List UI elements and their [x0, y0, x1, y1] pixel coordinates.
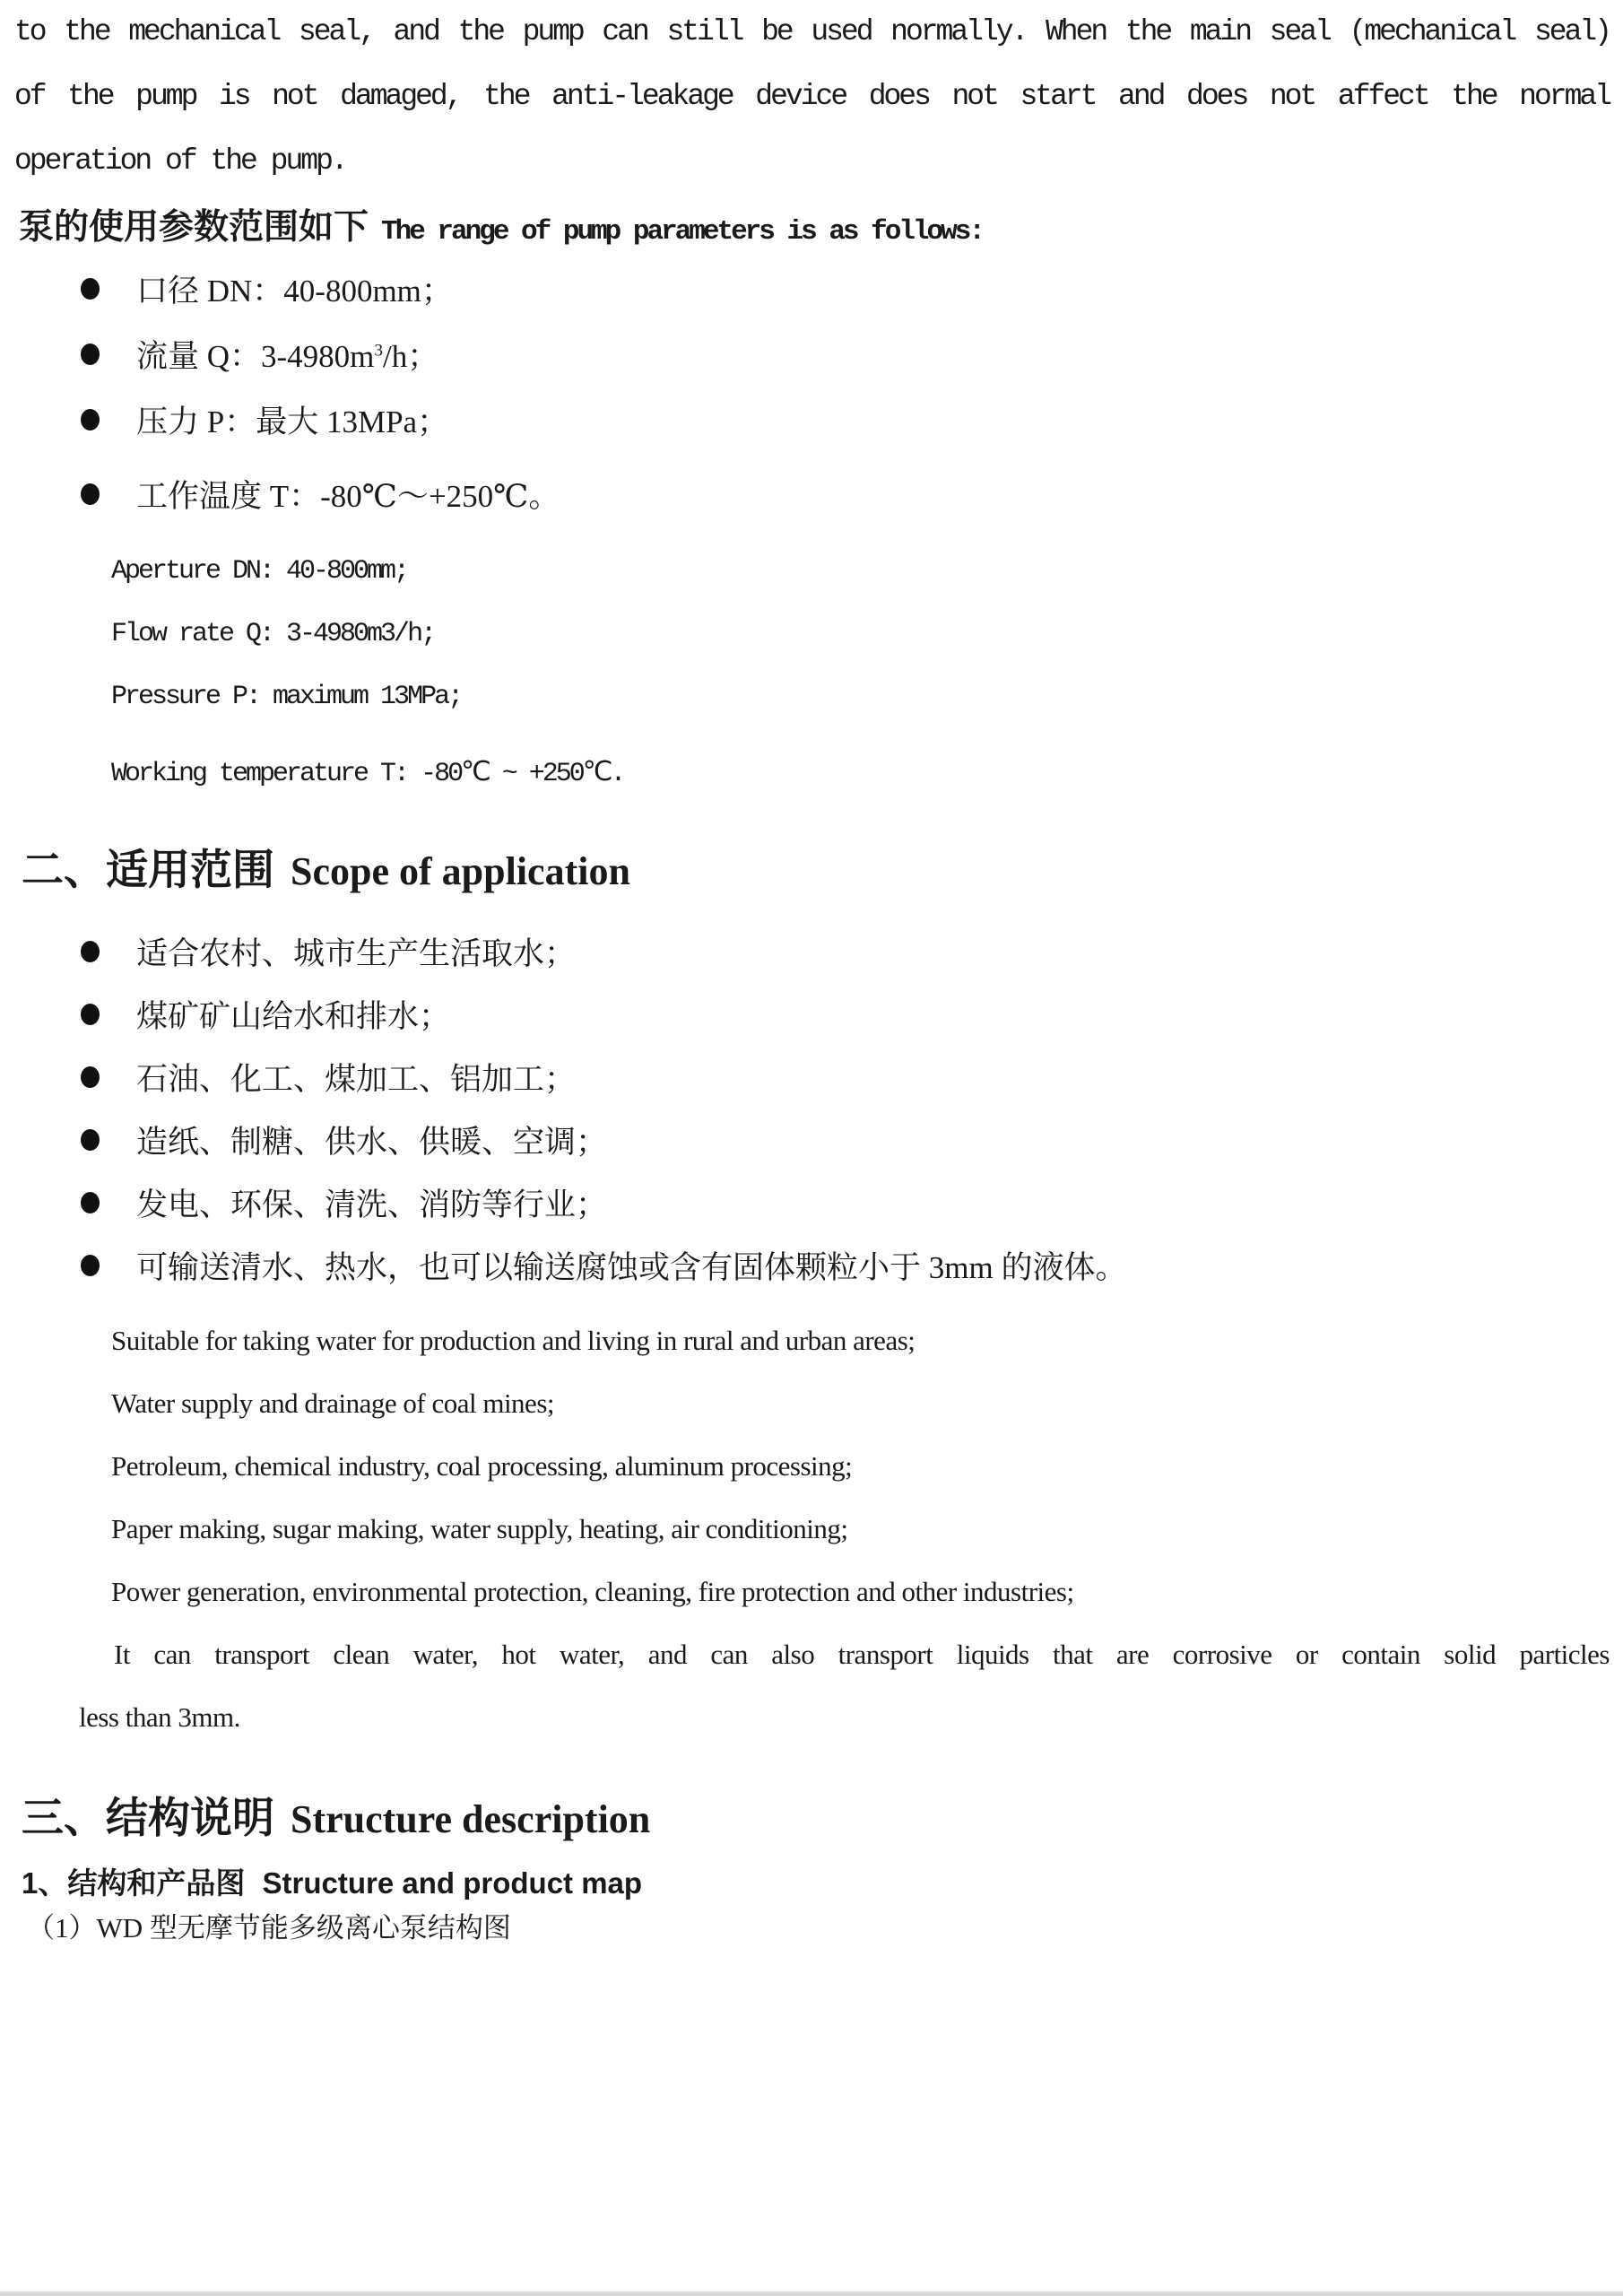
page-bottom-edge — [0, 2292, 1623, 2296]
list-item — [0, 1109, 1610, 1171]
scope-bullet-4: 造纸、制糖、供水、供暖、空调； — [136, 1125, 608, 1160]
bullet-icon — [81, 278, 100, 300]
bullet-icon — [81, 1066, 100, 1088]
bullet-icon — [81, 1255, 100, 1276]
parameters-heading — [19, 199, 983, 249]
list-item — [0, 461, 1610, 526]
list-item — [0, 387, 1610, 452]
parameters-english-block — [111, 540, 623, 805]
structure-section-heading — [22, 1785, 650, 1845]
parameters-heading-en: The range of pump parameters is as follows: — [381, 216, 983, 248]
bullet-icon — [81, 483, 100, 505]
scope-bullet-1: 适合农村、城市生产生活取水； — [136, 936, 577, 971]
parameter-bullet-2-tail: /h； — [383, 338, 439, 374]
bullet-icon — [81, 941, 100, 962]
list-item — [0, 256, 1610, 321]
parameter-bullet-3: 压力 P：最大 13MPa； — [136, 404, 449, 439]
structure-subheading-en: Structure and product map — [262, 1866, 643, 1900]
bullet-icon — [81, 1192, 100, 1213]
structure-subheading-zh: 1、结构和产品图 — [22, 1866, 246, 1900]
superscript: 3 — [374, 340, 384, 360]
bullet-icon — [81, 344, 100, 365]
list-item — [0, 983, 1610, 1046]
scope-heading-en: Scope of application — [291, 849, 630, 893]
parameters-heading-zh: 泵的使用参数范围如下 — [19, 208, 369, 247]
parameter-bullet-1: 口径 DN：40-800mm； — [136, 273, 453, 309]
figure-caption: （1）WD 型无摩节能多级离心泵结构图 — [27, 1912, 511, 1944]
parameter-en-line-1: Aperture DN: 40-800mm; — [111, 556, 408, 587]
parameter-en-line-2: Flow rate Q: 3-4980m3/h; — [111, 619, 435, 649]
scope-bullet-6: 可输送清水、热水，也可以输送腐蚀或含有固体颗粒小于 3mm 的液体。 — [136, 1250, 1127, 1285]
bullet-icon — [81, 1129, 100, 1151]
parameter-bullet-4: 工作温度 T：-80℃～+250℃。 — [136, 478, 560, 514]
bullet-icon — [81, 1004, 100, 1025]
structure-subheading — [22, 1860, 642, 1902]
scope-bullet-list — [0, 920, 1610, 1297]
scope-en-line-4: Paper making, sugar making, water supply, heating, air conditioning; — [111, 1513, 848, 1544]
intro-line-1: to the mechanical seal, and the pump can still be used normally. When the main seal (mechanical seal) — [14, 15, 1610, 48]
parameter-en-line-4: Working temperature T: -80℃ ~ +250℃. — [111, 759, 624, 789]
scope-heading-zh: 二、适用范围 — [22, 848, 274, 894]
parameter-bullet-2: 流量 Q：3-4980m — [136, 338, 375, 374]
scope-en-line-7: less than 3mm. — [79, 1701, 240, 1733]
scope-en-line-2: Water supply and drainage of coal mines; — [111, 1387, 554, 1419]
intro-line-3: operation of the pump. — [14, 144, 346, 178]
structure-heading-en: Structure description — [291, 1797, 651, 1841]
scope-bullet-3: 石油、化工、煤加工、铝加工； — [136, 1062, 577, 1097]
scope-en-line-5: Power generation, environmental protection, cleaning, fire protection and other industries; — [111, 1576, 1074, 1607]
bullet-icon — [81, 409, 100, 430]
scope-en-line-6: It can transport clean water, hot water, and can also transport liquids that are corrosive or contain solid particles — [114, 1639, 1610, 1670]
scope-section-heading — [22, 837, 630, 897]
list-item — [0, 1171, 1610, 1234]
list-item — [0, 321, 1610, 387]
intro-line-2: of the pump is not damaged, the anti-leakage device does not start and does not affect the normal — [14, 80, 1610, 113]
scope-bullet-2: 煤矿矿山给水和排水； — [136, 999, 451, 1034]
scope-en-line-3: Petroleum, chemical industry, coal processing, aluminum processing; — [111, 1450, 853, 1482]
list-item — [0, 1234, 1610, 1297]
intro-paragraph — [14, 0, 1610, 194]
structure-heading-zh: 三、结构说明 — [22, 1796, 274, 1842]
list-item — [0, 920, 1610, 983]
parameter-bullet-list — [0, 256, 1610, 526]
parameter-en-line-3: Pressure P: maximum 13MPa; — [111, 682, 462, 712]
scope-en-line-1: Suitable for taking water for production and living in rural and urban areas; — [111, 1325, 916, 1356]
scope-bullet-5: 发电、环保、清洗、消防等行业； — [136, 1187, 608, 1222]
list-item — [0, 1046, 1610, 1109]
scope-english-block — [79, 1309, 1610, 1749]
